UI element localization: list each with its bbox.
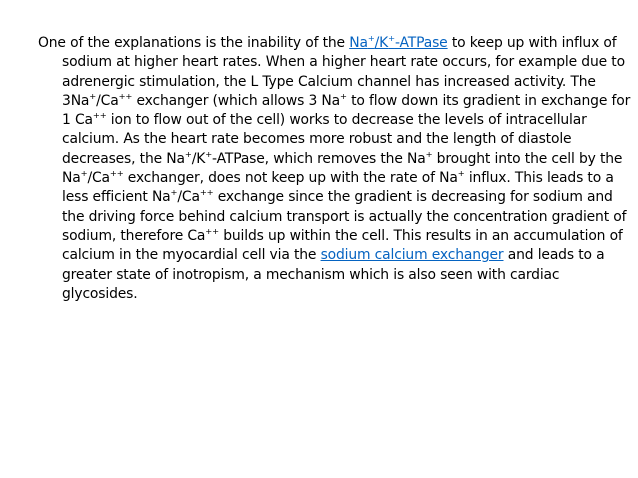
- link-text: -ATPase: [394, 35, 448, 51]
- superscript: +: [457, 167, 465, 178]
- superscript: +: [388, 32, 395, 43]
- text-segment: to flow down its gradient in exchange for 1 Ca: [62, 92, 631, 129]
- text-segment: to keep up with influx of sodium at higher heart rates. When a higher heart rate occurs, for example due to adrenergic stimulation, the L Type Calcium channel has increased activity. The 3Na: [62, 35, 625, 109]
- text-segment: exchanger, does not keep up with the rate of Na: [123, 170, 458, 187]
- superscript: ++: [199, 187, 214, 198]
- text-segment: /Ca: [177, 189, 200, 206]
- text-segment: exchanger (which allows 3 Na: [132, 92, 341, 109]
- text-segment: influx. This leads to a less efficient Na: [62, 170, 614, 206]
- body-paragraph: [38, 34, 632, 304]
- text-segment: ion to flow out of the cell) works to decrease the levels of intracellular calcium. As the heart rate becomes more robust and the length of diastole decreases, the Na: [62, 112, 587, 167]
- superscript: ++: [109, 167, 124, 178]
- superscript: ++: [118, 90, 133, 101]
- link-text: Na: [349, 35, 368, 51]
- superscript: ++: [205, 225, 219, 236]
- superscript: +: [425, 148, 433, 159]
- superscript: ++: [92, 109, 107, 120]
- superscript: +: [340, 90, 347, 101]
- text-segment: exchange since the gradient is decreasing for sodium and the driving force behind calcium transport is actually the concentration gradient of sodium, therefore Ca: [62, 189, 627, 244]
- text-segment: brought into the cell by the Na: [62, 150, 623, 187]
- text-segment: builds up within the cell. This results in an accumulation of calcium in the myocardial cell via the: [62, 227, 623, 264]
- superscript: +: [205, 148, 213, 159]
- na-k-atpase-link[interactable]: [349, 32, 448, 51]
- text-segment: One of the explanations is the inability of the: [38, 35, 350, 51]
- superscript: +: [367, 32, 375, 43]
- superscript: +: [184, 148, 192, 159]
- text-segment: /Ca: [87, 170, 110, 187]
- sodium-calcium-exchanger-link[interactable]: sodium calcium exchanger: [320, 247, 504, 264]
- link-text: /K: [374, 35, 389, 51]
- superscript: +: [89, 90, 97, 101]
- text-segment: -ATPase, which removes the Na: [212, 150, 426, 167]
- superscript: +: [170, 187, 178, 198]
- superscript: +: [80, 167, 88, 178]
- text-segment: /Ca: [96, 92, 119, 109]
- text-segment: /K: [191, 150, 206, 167]
- text-segment: and leads to a greater state of inotropism, a mechanism which is also seen with cardiac glycosides.: [62, 247, 605, 302]
